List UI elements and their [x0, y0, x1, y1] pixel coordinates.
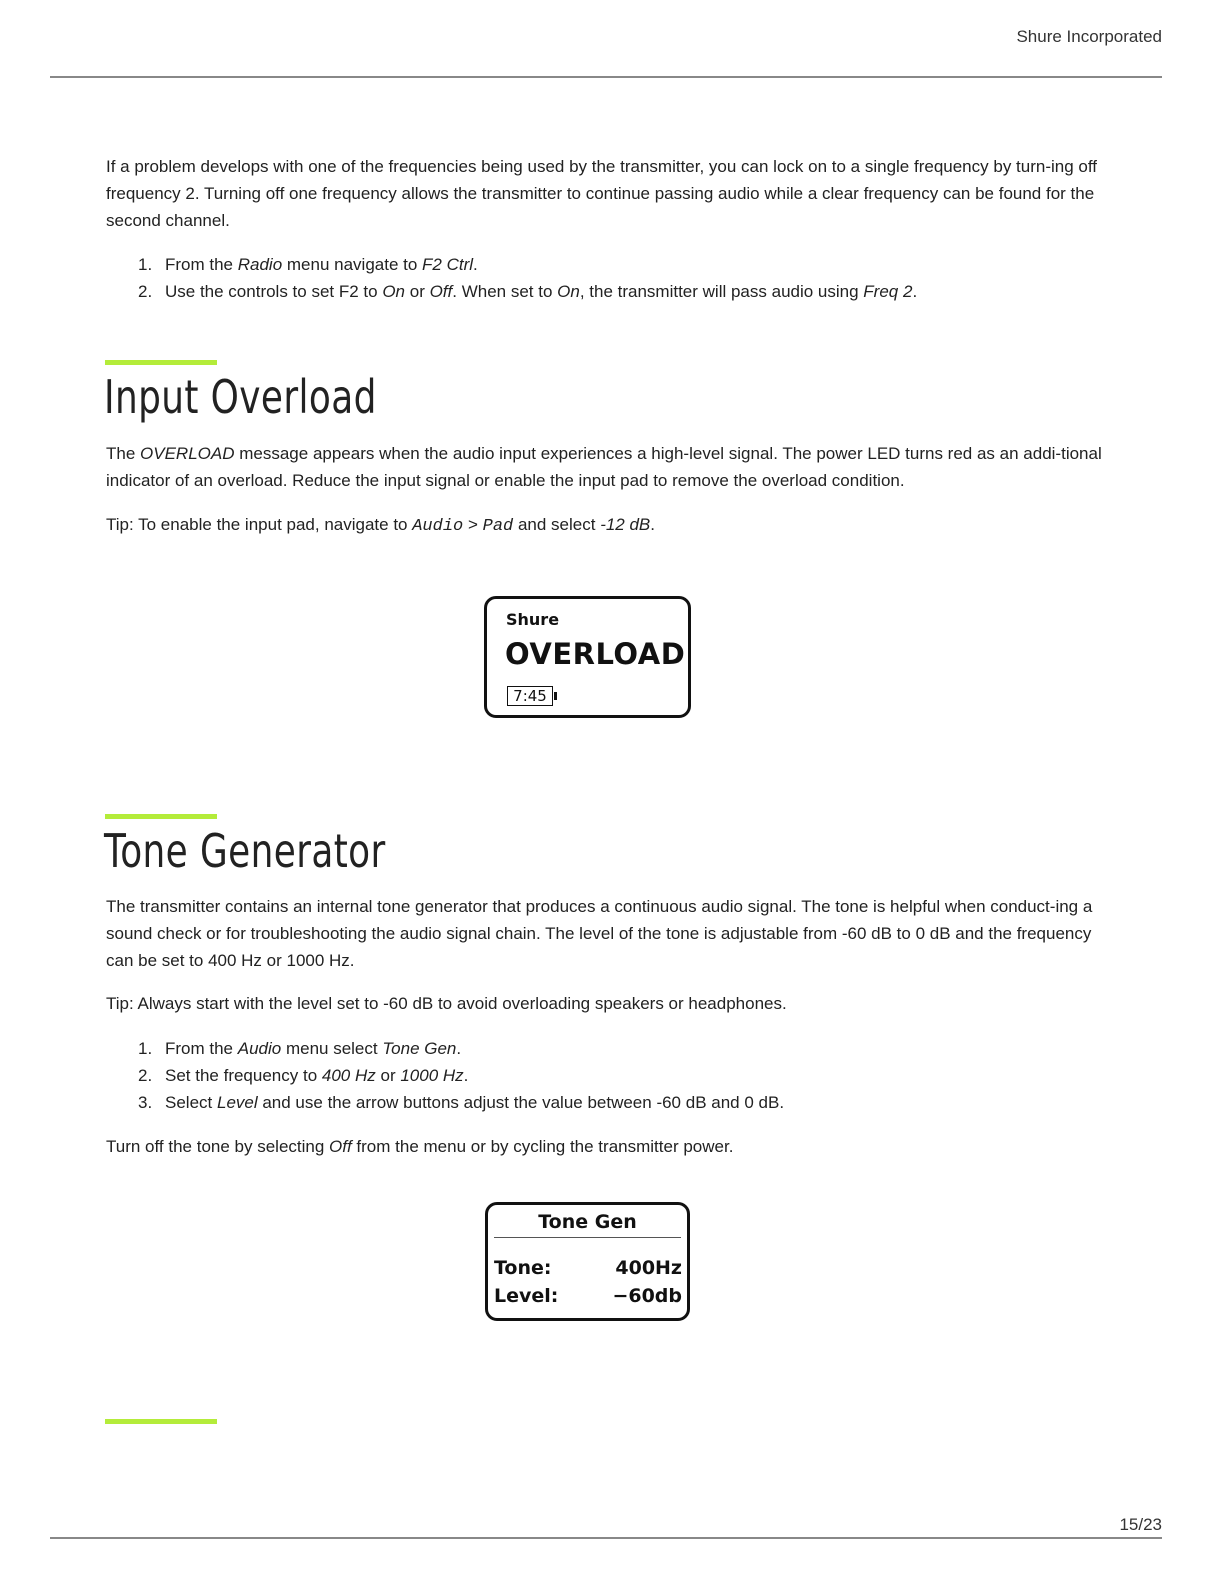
tone-gen-lcd-display: [485, 1202, 690, 1321]
step-text: From the: [165, 255, 238, 274]
step-emphasis: On: [382, 282, 406, 301]
step-text: .: [456, 1039, 462, 1058]
step-text: or: [405, 282, 430, 301]
step-text: . When set to: [452, 282, 558, 301]
step-emphasis: Audio: [237, 1039, 282, 1058]
step-text: Set the frequency to: [165, 1066, 322, 1085]
footer-divider: [50, 1537, 1162, 1539]
tone-tip: Tip: Always start with the level set to -60 dB to avoid overloading speakers or headphones.: [106, 994, 787, 1013]
battery-time: 7:45: [513, 687, 547, 705]
text-run: message appears when the audio input experiences a high-level signal. The power LED turns red as an addi-tional indicator of an overload. Reduce the input signal or enable the input pad to remove the overload condition.: [106, 444, 1102, 490]
battery-icon: [507, 686, 553, 706]
step-emphasis: Off: [429, 282, 453, 301]
overload-lcd-display: [484, 596, 691, 718]
list-item: [106, 1035, 1116, 1062]
text-run: from the menu or by cycling the transmitter power.: [351, 1137, 734, 1156]
text-run: The: [106, 444, 141, 463]
step-number: 1.: [138, 1039, 153, 1058]
step-number: 2.: [138, 282, 153, 301]
lcd-divider: [494, 1237, 681, 1238]
tone-paragraph: The transmitter contains an internal tone generator that produces a continuous audio signal. The tone is helpful when conduct-ing a sound check or for troubleshooting the audio signal chain. The level of the tone is adjustable from -60 dB to 0 dB and the frequency can be set to 400 Hz or 1000 Hz.: [106, 897, 1093, 970]
intro-paragraph: If a problem develops with one of the frequencies being used by the transmitter, you can lock on to a single frequency by turn-ing off frequency 2. Turning off one frequency allows the transmitter to continue passing audio while a clear frequency can be found for the second channel.: [106, 157, 1097, 230]
text-run: .: [650, 515, 656, 534]
intro-steps: [106, 251, 1116, 305]
step-emphasis: On: [557, 282, 580, 301]
step-emphasis: 400 Hz: [321, 1066, 376, 1085]
text-emphasis: Off: [329, 1137, 352, 1156]
step-text: or: [375, 1066, 401, 1085]
step-text: .: [473, 255, 478, 274]
step-number: 1.: [138, 255, 153, 274]
tone-steps: [106, 1035, 1116, 1116]
overload-paragraph: [106, 440, 1116, 494]
step-number: 3.: [138, 1093, 153, 1112]
section-title-tone-generator: Tone Generator: [104, 824, 386, 878]
header-divider: [50, 76, 1162, 78]
step-text: From the: [165, 1039, 238, 1058]
text-run: and select: [513, 515, 601, 534]
text-emphasis: -12 dB: [600, 515, 651, 534]
page-number: 15/23: [1119, 1515, 1162, 1534]
step-emphasis: 1000 Hz: [400, 1066, 464, 1085]
list-item: [106, 1089, 1116, 1116]
step-text: Select: [165, 1093, 217, 1112]
lcd-brand: Shure: [506, 610, 560, 629]
menu-path-pad: Pad: [482, 517, 514, 536]
step-emphasis: Level: [216, 1093, 258, 1112]
text-emphasis: OVERLOAD: [140, 444, 235, 463]
overload-tip: [106, 511, 1116, 540]
section-title-input-overload: Input Overload: [104, 370, 377, 424]
step-emphasis: Tone Gen: [382, 1039, 457, 1058]
step-text: Use the controls to set F2 to: [165, 282, 383, 301]
lcd-tone-value: 400Hz: [615, 1257, 682, 1279]
text-run: Turn off the tone by selecting: [106, 1137, 330, 1156]
tone-off-paragraph: [106, 1133, 1116, 1160]
section-accent-bar: [105, 814, 217, 819]
step-text: , the transmitter will pass audio using: [579, 282, 864, 301]
section-accent-bar: [105, 1419, 217, 1424]
list-item: [106, 1062, 1116, 1089]
menu-path-audio: Audio: [412, 517, 464, 536]
step-text: .: [463, 1066, 469, 1085]
section-accent-bar: [105, 360, 217, 365]
step-text: and use the arrow buttons adjust the value between -60 dB and 0 dB.: [257, 1093, 785, 1112]
lcd-overload-message: OVERLOAD: [505, 637, 686, 671]
list-item: [106, 251, 1116, 278]
step-text: menu navigate to: [282, 255, 423, 274]
step-emphasis: Radio: [237, 255, 283, 274]
lcd-title: Tone Gen: [538, 1211, 637, 1233]
step-text: .: [912, 282, 918, 301]
step-emphasis: Freq 2: [863, 282, 913, 301]
text-run: >: [463, 515, 483, 534]
list-item: [106, 278, 1116, 305]
lcd-level-value: −60db: [612, 1285, 682, 1307]
text-run: Tip: To enable the input pad, navigate to: [106, 515, 413, 534]
step-number: 2.: [138, 1066, 153, 1085]
lcd-tone-label: Tone:: [494, 1257, 552, 1279]
lcd-tone-row: [494, 1257, 682, 1279]
lcd-level-label: Level:: [494, 1285, 559, 1307]
step-emphasis: F2 Ctrl: [422, 255, 474, 274]
lcd-level-row: [494, 1285, 682, 1307]
step-text: menu select: [281, 1039, 383, 1058]
header-company: Shure Incorporated: [1016, 27, 1162, 46]
